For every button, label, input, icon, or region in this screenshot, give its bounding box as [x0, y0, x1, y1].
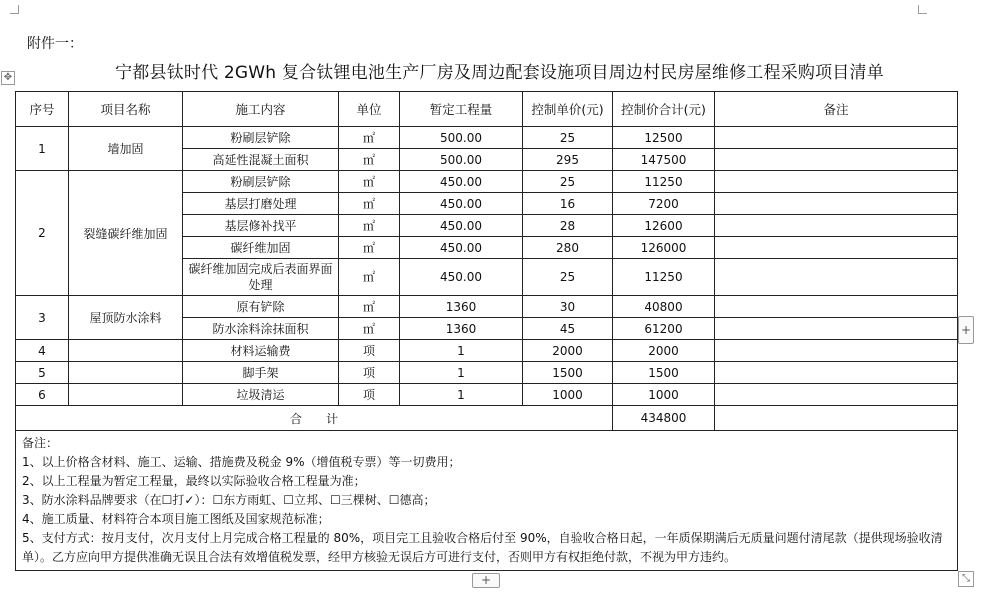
note-cell [715, 340, 958, 362]
header-cell: 施工内容 [183, 92, 339, 127]
attachment-label: 附件一： [27, 36, 83, 52]
unit-cell: ㎡ [339, 193, 400, 215]
total-price-cell: 12500 [613, 127, 715, 149]
content-cell: 粉刷层铲除 [183, 171, 339, 193]
item-name-cell: 屋顶防水涂料 [69, 296, 183, 340]
total-price-cell: 11250 [613, 171, 715, 193]
note-line: 3、防水涂料品牌要求（在☐打✓）：☐东方雨虹、☐立邦、☐三棵树、☐德高； [22, 493, 436, 507]
header-cell: 项目名称 [69, 92, 183, 127]
unit-cell: ㎡ [339, 149, 400, 171]
unit-cell: 项 [339, 362, 400, 384]
unit-price-cell: 1000 [523, 384, 613, 406]
item-name-cell [69, 384, 183, 406]
total-price-cell: 7200 [613, 193, 715, 215]
table-row [16, 340, 958, 362]
note-line: 1、以上价格含材料、施工、运输、措施费及税金 9%（增值税专票）等一切费用； [22, 455, 461, 469]
total-price-cell: 40800 [613, 296, 715, 318]
quantity-cell: 1360 [400, 296, 523, 318]
quantity-cell: 450.00 [400, 215, 523, 237]
unit-cell: ㎡ [339, 171, 400, 193]
unit-price-cell: 295 [523, 149, 613, 171]
quantity-cell: 450.00 [400, 193, 523, 215]
quantity-cell: 450.00 [400, 237, 523, 259]
note-cell [715, 149, 958, 171]
quantity-cell: 450.00 [400, 259, 523, 296]
note-cell [715, 259, 958, 296]
add-column-button[interactable]: + [958, 316, 974, 344]
document-title: 宁都县钛时代 2GWh 复合钛锂电池生产厂房及周边配套设施项目周边村民房屋维修工程采购项目清单 [115, 63, 884, 83]
unit-price-cell: 25 [523, 127, 613, 149]
item-name-cell [69, 362, 183, 384]
notes-title: 备注： [22, 436, 59, 450]
item-name-cell: 裂缝碳纤维加固 [69, 171, 183, 296]
content-cell: 碳纤维加固完成后表面界面处理 [183, 259, 339, 296]
unit-cell: ㎡ [339, 127, 400, 149]
seq-cell: 6 [16, 384, 69, 406]
procurement-table [15, 91, 958, 571]
quantity-cell: 500.00 [400, 149, 523, 171]
total-price-cell: 1500 [613, 362, 715, 384]
total-price-cell: 11250 [613, 259, 715, 296]
content-cell: 基层修补找平 [183, 215, 339, 237]
content-cell: 垃圾清运 [183, 384, 339, 406]
seq-cell: 2 [16, 171, 69, 296]
note-line: 4、施工质量、材料符合本项目施工图纸及国家规范标准； [22, 512, 330, 526]
total-note-cell [715, 406, 958, 431]
seq-cell: 1 [16, 127, 69, 171]
header-cell: 控制价合计(元) [613, 92, 715, 127]
unit-price-cell: 280 [523, 237, 613, 259]
total-price-cell: 147500 [613, 149, 715, 171]
unit-price-cell: 1500 [523, 362, 613, 384]
content-cell: 基层打磨处理 [183, 193, 339, 215]
unit-price-cell: 30 [523, 296, 613, 318]
content-cell: 防水涂料涂抹面积 [183, 318, 339, 340]
quantity-cell: 450.00 [400, 171, 523, 193]
note-cell [715, 318, 958, 340]
table-row [16, 171, 958, 193]
content-cell: 碳纤维加固 [183, 237, 339, 259]
note-line: 2、以上工程量为暂定工程量，最终以实际验收合格工程量为准； [22, 474, 366, 488]
table-resize-handle-icon[interactable]: ⤡ [958, 571, 974, 587]
header-cell: 序号 [16, 92, 69, 127]
total-price-cell: 1000 [613, 384, 715, 406]
total-price-cell: 12600 [613, 215, 715, 237]
seq-cell: 3 [16, 296, 69, 340]
unit-price-cell: 2000 [523, 340, 613, 362]
seq-cell: 4 [16, 340, 69, 362]
item-name-cell: 墙加固 [69, 127, 183, 171]
note-line: 5、支付方式：按月支付，次月支付上月完成合格工程量的 80%，项目完工且验收合格后付至 90%，自验收合格日起，一年质保期满后无质量问题付清尾款（提供现场验收清单）。乙方应向甲方提供准确无误且合法有效增值税发票，经甲方核验无误后方可进行支付，否则甲方有权拒绝付款，不视为甲方违约。 [22, 531, 943, 564]
content-cell: 原有铲除 [183, 296, 339, 318]
unit-price-cell: 45 [523, 318, 613, 340]
quantity-cell: 1360 [400, 318, 523, 340]
unit-price-cell: 28 [523, 215, 613, 237]
notes-cell [16, 431, 958, 571]
total-value-cell: 434800 [613, 406, 715, 431]
unit-cell: ㎡ [339, 318, 400, 340]
table-row [16, 384, 958, 406]
unit-cell: ㎡ [339, 259, 400, 296]
header-cell: 备注 [715, 92, 958, 127]
note-cell [715, 384, 958, 406]
total-row [16, 406, 958, 431]
content-cell: 粉刷层铲除 [183, 127, 339, 149]
table-row [16, 362, 958, 384]
note-cell [715, 127, 958, 149]
total-price-cell: 126000 [613, 237, 715, 259]
note-cell [715, 193, 958, 215]
header-cell: 单位 [339, 92, 400, 127]
quantity-cell: 1 [400, 362, 523, 384]
total-price-cell: 2000 [613, 340, 715, 362]
unit-cell: ㎡ [339, 296, 400, 318]
quantity-cell: 1 [400, 340, 523, 362]
table-move-handle-icon[interactable]: ✥ [1, 71, 15, 85]
content-cell: 脚手架 [183, 362, 339, 384]
unit-price-cell: 25 [523, 171, 613, 193]
notes-row [16, 431, 958, 571]
note-cell [715, 296, 958, 318]
item-name-cell [69, 340, 183, 362]
note-cell [715, 362, 958, 384]
note-cell [715, 237, 958, 259]
page-corner-mark [918, 5, 927, 14]
note-cell [715, 215, 958, 237]
content-cell: 高延性混凝土面积 [183, 149, 339, 171]
header-cell: 控制单价(元) [523, 92, 613, 127]
content-cell: 材料运输费 [183, 340, 339, 362]
table-header-row [16, 92, 958, 127]
unit-cell: 项 [339, 384, 400, 406]
add-row-button[interactable]: + [472, 573, 500, 588]
total-price-cell: 61200 [613, 318, 715, 340]
seq-cell: 5 [16, 362, 69, 384]
unit-price-cell: 16 [523, 193, 613, 215]
quantity-cell: 1 [400, 384, 523, 406]
total-label-cell: 合 计 [16, 406, 613, 431]
note-cell [715, 171, 958, 193]
unit-cell: ㎡ [339, 215, 400, 237]
table-row [16, 296, 958, 318]
quantity-cell: 500.00 [400, 127, 523, 149]
page-corner-mark [10, 5, 19, 14]
unit-price-cell: 25 [523, 259, 613, 296]
unit-cell: 项 [339, 340, 400, 362]
unit-cell: ㎡ [339, 237, 400, 259]
table-row [16, 127, 958, 149]
header-cell: 暂定工程量 [400, 92, 523, 127]
